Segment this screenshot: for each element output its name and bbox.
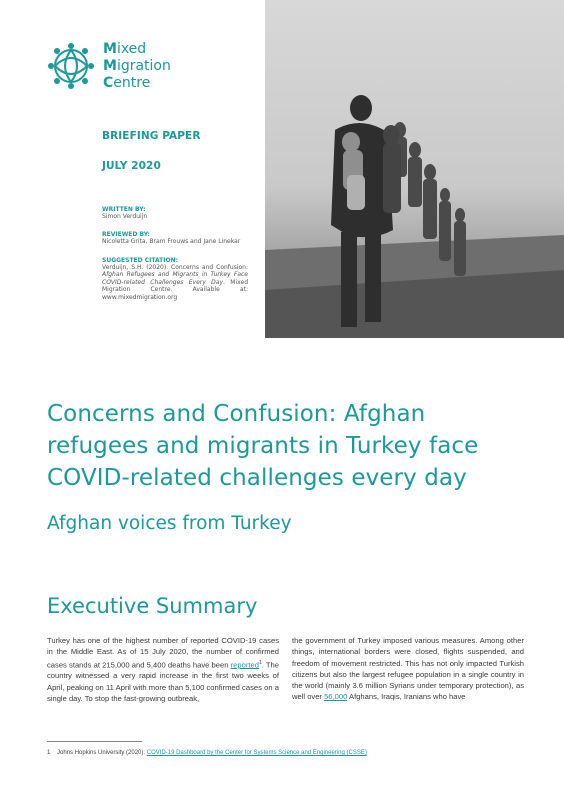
footnote-ref[interactable]: 1 — [258, 659, 262, 666]
reported-link[interactable]: reported — [230, 660, 259, 670]
refugees-walking-image — [265, 0, 564, 338]
mmc-logo-icon — [45, 40, 97, 92]
reviewed-by-value: Nicoletta Grita, Bram Frouws and Jane Linekar — [102, 238, 241, 245]
reviewed-by-label: REVIEWED BY: — [102, 231, 150, 238]
doc-type: BRIEFING PAPER — [102, 130, 201, 142]
footnote-divider — [47, 741, 142, 742]
mmc-logo — [45, 40, 171, 92]
doc-date: JULY 2020 — [102, 160, 161, 172]
footnote-number: 1 — [47, 750, 51, 756]
footnote-text: Johns Hopkins University (2020). — [57, 750, 147, 756]
citation-text: Verduijn, S.H. (2020). Concerns and Confusion: Afghan Refugees and Migrants in Turkey Face COVID-related Challenges Every Day. Mixed Migration Centre. Available at: www.mixedmigration.org — [102, 264, 249, 301]
logo-line-1: Mixed — [103, 40, 147, 57]
written-by-label: WRITTEN BY: — [102, 206, 146, 213]
body-column-left: Turkey has one of the highest number of reported COVID-19 cases in the Middle East. As of 15 July 2020, the number of confirmed cases stands at 215,000 and 5,400 deaths have been reported$^1$. The country witnessed a very rapid increase in the first two weeks of April, peaking on 11 April with more than 5,100 confirmed cases on a single day. To stop the fast-growing outbreak, — [47, 636, 279, 704]
cover-photo — [265, 0, 564, 338]
logo-wordmark — [103, 41, 171, 92]
logo-line-2: Migration — [103, 57, 171, 74]
body-column-right: the government of Turkey imposed various measures. Among other things, international borders were closed, flights suspended, and freedom of movement restricted. This has not only impacted Turkish citizens but also the largest refugee population in a single country in the world (mainly 3.6 million Syrians under temporary protection), as well over 56,000 Afghans, Iraqis, Iranians who have — [292, 636, 524, 702]
page-title: Concerns and Confusion: Afghan refugees and migrants in Turkey face COVID-related challenges every day — [47, 401, 479, 491]
footnote — [47, 750, 367, 756]
citation-label: SUGGESTED CITATION: — [102, 257, 179, 264]
logo-line-3: Centre — [103, 74, 151, 91]
footnote-link[interactable]: COVID-19 Dashboard by the Center for Systems Science and Engineering (CSSE) — [146, 750, 367, 756]
56000-link[interactable]: 56,000 — [324, 692, 348, 702]
written-by-value: Simon Verduijn — [102, 213, 148, 220]
page-subtitle: Afghan voices from Turkey — [47, 513, 292, 534]
section-heading: Executive Summary — [47, 594, 258, 618]
